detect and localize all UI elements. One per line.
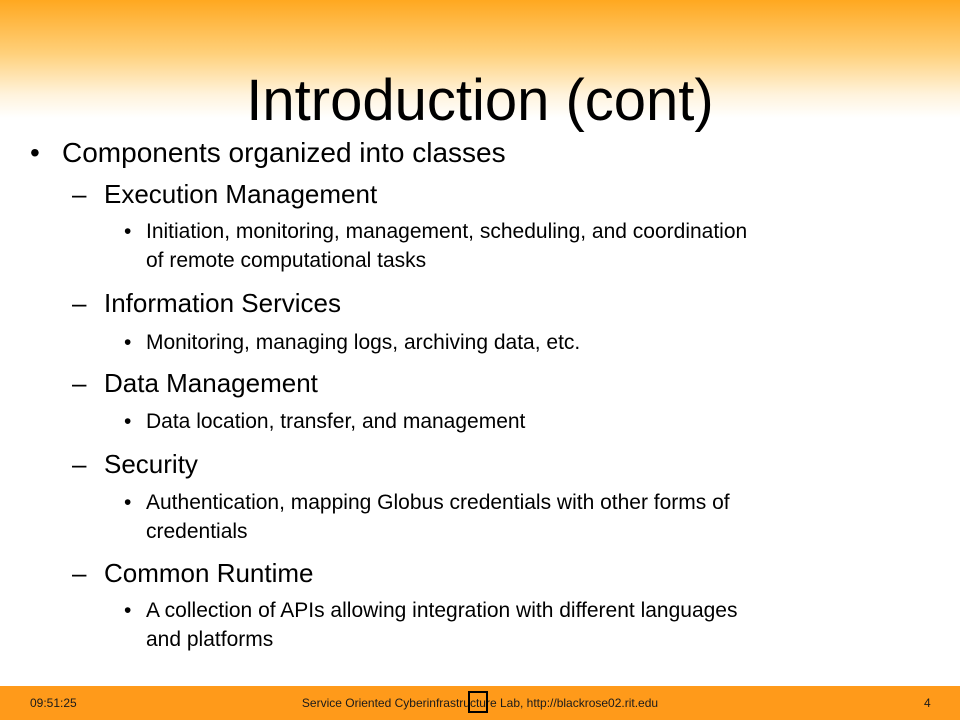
- slide-footer: [0, 686, 960, 720]
- class-heading-common-runtime: Common Runtime: [104, 558, 314, 588]
- dash-marker: –: [72, 368, 87, 398]
- sub-bullet-marker: •: [124, 331, 132, 354]
- class-heading-security: Security: [104, 449, 198, 479]
- class-detail-line: of remote computational tasks: [146, 249, 427, 272]
- footer-text: Service Oriented Cyberinfrastructure Lab, http://blackrose02.rit.edu: [301, 696, 659, 710]
- class-detail-line: A collection of APIs allowing integration with different languages: [146, 599, 738, 622]
- class-detail-line: Initiation, monitoring, management, scheduling, and coordination: [146, 220, 748, 243]
- bullet-marker: •: [30, 137, 40, 168]
- dash-marker: –: [72, 288, 87, 318]
- class-heading-data-management: Data Management: [104, 368, 318, 398]
- class-detail-line: Authentication, mapping Globus credentials with other forms of: [146, 491, 730, 514]
- class-detail-line: Monitoring, managing logs, archiving data, etc.: [146, 331, 581, 354]
- dash-marker: –: [72, 179, 87, 209]
- main-point: Components organized into classes: [62, 137, 506, 168]
- sub-bullet-marker: •: [124, 220, 132, 243]
- class-detail-line: and platforms: [146, 628, 274, 651]
- dash-marker: –: [72, 558, 87, 588]
- class-heading-information-services: Information Services: [104, 288, 341, 318]
- sub-bullet-marker: •: [124, 410, 132, 433]
- sub-bullet-marker: •: [124, 491, 132, 514]
- footer-time: 09:51:25: [30, 696, 77, 710]
- dash-marker: –: [72, 449, 87, 479]
- sub-bullet-marker: •: [124, 599, 132, 622]
- class-heading-execution-management: Execution Management: [104, 179, 378, 209]
- page-number: 4: [924, 696, 931, 710]
- placeholder-box: [468, 691, 488, 713]
- class-detail-line: credentials: [146, 520, 248, 543]
- slide-title: Introduction (cont): [246, 67, 714, 133]
- class-detail-line: Data location, transfer, and management: [146, 410, 526, 433]
